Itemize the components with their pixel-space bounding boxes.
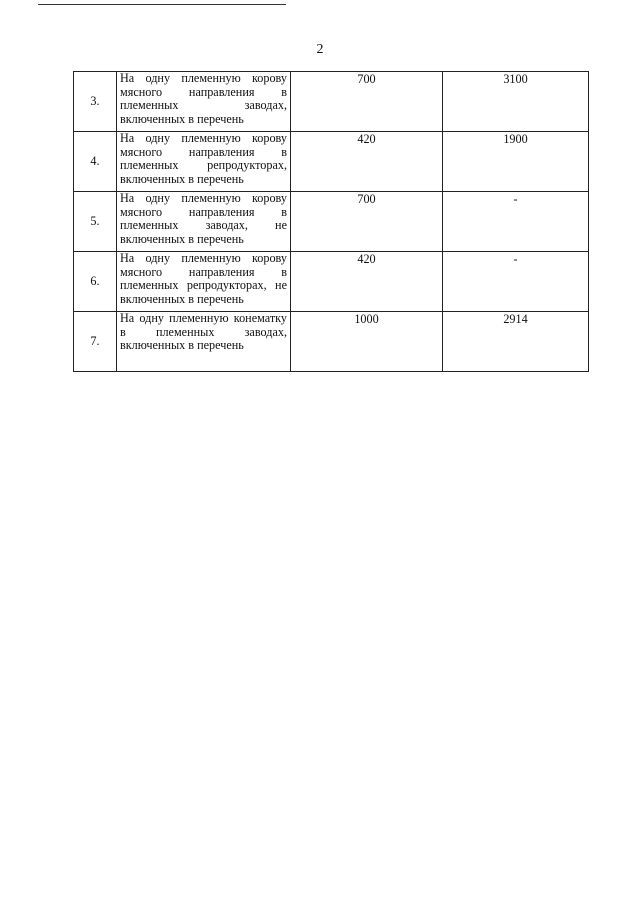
header-rule <box>38 4 286 5</box>
row-description: На одну племенную корову мясного направления в племенных заводах, не включенных в перечень <box>117 192 291 252</box>
subsidy-rates-table <box>73 71 589 372</box>
row-description: На одну племенную корову мясного направления в племенных репродукторах, не включенных в перечень <box>117 252 291 312</box>
row-number: 3. <box>74 72 117 132</box>
table-row <box>74 252 589 312</box>
row-value-2: 1900 <box>443 132 589 192</box>
table-row <box>74 72 589 132</box>
table-row <box>74 132 589 192</box>
page-number: 2 <box>316 42 324 57</box>
row-number: 5. <box>74 192 117 252</box>
row-number: 7. <box>74 312 117 372</box>
row-value-1: 420 <box>291 252 443 312</box>
row-description: На одну племенную конематку в племенных заводах, включенных в перечень <box>117 312 291 372</box>
row-value-2: - <box>443 192 589 252</box>
row-value-2: - <box>443 252 589 312</box>
row-value-2: 3100 <box>443 72 589 132</box>
row-number: 4. <box>74 132 117 192</box>
row-value-1: 700 <box>291 72 443 132</box>
row-value-1: 700 <box>291 192 443 252</box>
row-description: На одну племенную корову мясного направления в племенных заводах, включенных в перечень <box>117 72 291 132</box>
row-value-1: 420 <box>291 132 443 192</box>
row-value-2: 2914 <box>443 312 589 372</box>
table-row <box>74 312 589 372</box>
row-description: На одну племенную корову мясного направления в племенных репродукторах, включенных в перечень <box>117 132 291 192</box>
table-row <box>74 192 589 252</box>
row-number: 6. <box>74 252 117 312</box>
row-value-1: 1000 <box>291 312 443 372</box>
